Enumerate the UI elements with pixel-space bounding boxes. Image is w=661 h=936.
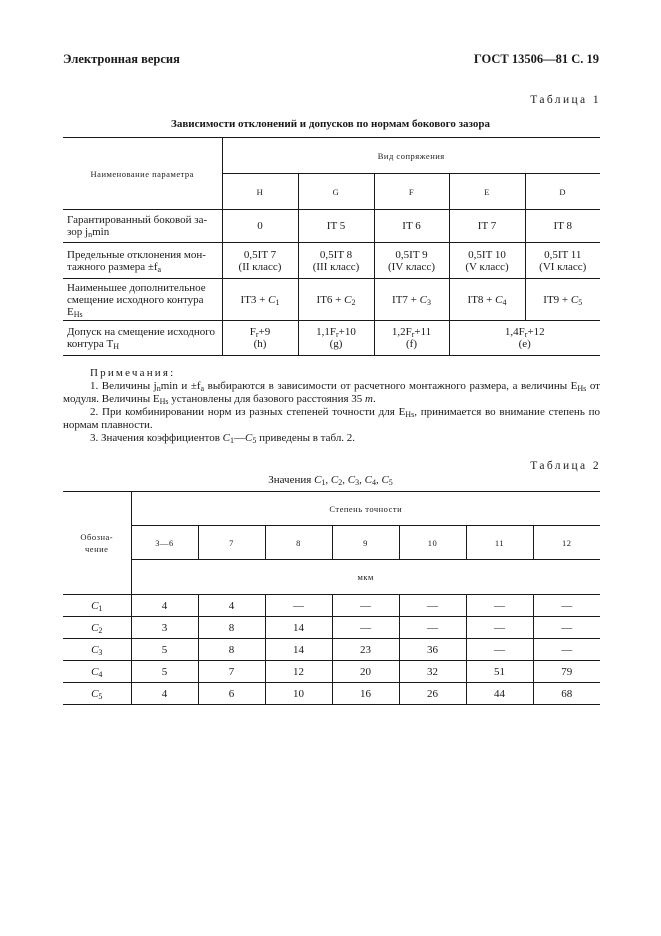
table2 bbox=[63, 491, 600, 705]
table-cell: $1,1F_r+10$ (g) bbox=[298, 321, 374, 356]
table-cell: IT 6 bbox=[374, 210, 449, 243]
table-cell: 12 bbox=[265, 661, 332, 683]
table-cell: 8 bbox=[198, 617, 265, 639]
table2-col-header: 7 bbox=[198, 526, 265, 560]
table-cell: — bbox=[332, 595, 399, 617]
table2-group-header: Степень точности bbox=[131, 492, 600, 526]
table-cell: 23 bbox=[332, 639, 399, 661]
table-cell: 4 bbox=[198, 595, 265, 617]
table-cell: 7 bbox=[198, 661, 265, 683]
row-label: $C_2$ bbox=[63, 617, 131, 639]
notes bbox=[63, 367, 600, 445]
table-cell: 5 bbox=[131, 661, 198, 683]
table-cell: $IT3 + C_1$ bbox=[222, 279, 298, 321]
table-cell: — bbox=[533, 617, 600, 639]
table-cell: $1,4F_r+12$ (e) bbox=[449, 321, 600, 356]
table-cell: — bbox=[399, 617, 466, 639]
table-cell: 16 bbox=[332, 683, 399, 705]
table-cell: 4 bbox=[131, 595, 198, 617]
table-cell: — bbox=[533, 595, 600, 617]
table-cell: 0,5IT 9 (IV класс) bbox=[374, 243, 449, 279]
table-cell: 3 bbox=[131, 617, 198, 639]
row-label: $C_4$ bbox=[63, 661, 131, 683]
table-cell: — bbox=[399, 595, 466, 617]
table-cell: 14 bbox=[265, 639, 332, 661]
table-cell: IT 5 bbox=[298, 210, 374, 243]
table-cell: 6 bbox=[198, 683, 265, 705]
table2-unit: мкм bbox=[131, 560, 600, 595]
table-cell: $IT8 + C_4$ bbox=[449, 279, 525, 321]
table-row bbox=[63, 617, 600, 639]
table-cell: $IT7 + C_3$ bbox=[374, 279, 449, 321]
table-cell: 79 bbox=[533, 661, 600, 683]
table2-row-header: Обозна- чение bbox=[63, 492, 131, 595]
table-cell: 4 bbox=[131, 683, 198, 705]
table-cell: — bbox=[466, 595, 533, 617]
row-label: $C_3$ bbox=[63, 639, 131, 661]
table1-title: Зависимости отклонений и допусков по нормам бокового зазора bbox=[171, 118, 490, 130]
row-label: Гарантированный боковой за- зор $j_n\min$ bbox=[63, 210, 222, 243]
table-cell: 36 bbox=[399, 639, 466, 661]
table-cell: — bbox=[466, 639, 533, 661]
table-cell: — bbox=[265, 595, 332, 617]
row-label: $C_1$ bbox=[63, 595, 131, 617]
table-cell: — bbox=[466, 617, 533, 639]
table-cell: — bbox=[533, 639, 600, 661]
note-1: 1. Величины $j_n\min$ $и \pm f_a$ выбираются в зависимости от расчетного монтажного размера, а величины $E_{Hs}$ от модуля. Величины $E_{Hs}$ установлены для базового расстояния 35 m. bbox=[63, 380, 600, 406]
table-row bbox=[63, 210, 600, 243]
table-row bbox=[63, 321, 600, 356]
row-label: Допуск на смещение исходного контура $T_H$ bbox=[63, 321, 222, 356]
table-cell: 14 bbox=[265, 617, 332, 639]
row-label: Наименьшее дополнительное смещение исходного контура $E_{Hs}$ bbox=[63, 279, 222, 321]
header-right: ГОСТ 13506—81 С. 19 bbox=[473, 52, 599, 66]
table1-col-header: E bbox=[449, 174, 525, 210]
table-cell: IT 8 bbox=[525, 210, 600, 243]
table-cell: 32 bbox=[399, 661, 466, 683]
table-row bbox=[63, 595, 600, 617]
table1-col-header: H bbox=[222, 174, 298, 210]
table2-col-header: 11 bbox=[466, 526, 533, 560]
note-2: 2. При комбинировании норм из разных степеней точности для $E_{Hs}$, принимается во внимание степень по нормам плавности. bbox=[63, 406, 600, 431]
table-row bbox=[63, 683, 600, 705]
table-row bbox=[63, 661, 600, 683]
table2-col-header: 10 bbox=[399, 526, 466, 560]
table-row bbox=[63, 243, 600, 279]
table-row bbox=[63, 639, 600, 661]
row-label: Предельные отклонения мон- тажного размера $\pm f_a$ bbox=[63, 243, 222, 279]
table-cell: $IT6 + C_2$ bbox=[298, 279, 374, 321]
table-cell: 0,5IT 8 (III класс) bbox=[298, 243, 374, 279]
table-row bbox=[63, 279, 600, 321]
table-cell: 0,5IT 11 (VI класс) bbox=[525, 243, 600, 279]
table1-col-header: D bbox=[525, 174, 600, 210]
table-cell: 44 bbox=[466, 683, 533, 705]
table-cell: 5 bbox=[131, 639, 198, 661]
table2-col-header: 9 bbox=[332, 526, 399, 560]
table-cell: 0,5IT 10 (V класс) bbox=[449, 243, 525, 279]
table-cell: 51 bbox=[466, 661, 533, 683]
table1-col-header: F bbox=[374, 174, 449, 210]
table1-group-header: Вид сопряжения bbox=[222, 138, 600, 174]
table-cell: 10 bbox=[265, 683, 332, 705]
table2-title: Значения $C_1$, $C_2$, $C_3$, $C_4$, $C_5$ bbox=[268, 474, 393, 487]
table-cell: $1,2F_r+11$ (f) bbox=[374, 321, 449, 356]
table-cell: IT 7 bbox=[449, 210, 525, 243]
row-label: $C_5$ bbox=[63, 683, 131, 705]
table2-col-header: 12 bbox=[533, 526, 600, 560]
table-cell: 68 bbox=[533, 683, 600, 705]
table-cell: 20 bbox=[332, 661, 399, 683]
table-cell: — bbox=[332, 617, 399, 639]
table-cell: $F_r+9$ (h) bbox=[222, 321, 298, 356]
table2-col-header: 8 bbox=[265, 526, 332, 560]
notes-heading: Примечания: bbox=[90, 367, 176, 379]
table2-caption: Таблица 2 bbox=[530, 460, 601, 472]
table-cell: 26 bbox=[399, 683, 466, 705]
table-cell: 8 bbox=[198, 639, 265, 661]
table2-col-header: 3—6 bbox=[131, 526, 198, 560]
table-cell: 0 bbox=[222, 210, 298, 243]
header-left: Электронная версия bbox=[63, 52, 180, 66]
table1-col-header: G bbox=[298, 174, 374, 210]
table1-param-header: Наименование параметра bbox=[63, 138, 222, 210]
table1-caption: Таблица 1 bbox=[530, 94, 601, 106]
table-cell: 0,5IT 7 (II класс) bbox=[222, 243, 298, 279]
table-cell: $IT9 + C_5$ bbox=[525, 279, 600, 321]
note-3: 3. Значения коэффициентов $C_1—C_5$ приведены в табл. 2. bbox=[90, 432, 356, 445]
table1 bbox=[63, 137, 600, 356]
